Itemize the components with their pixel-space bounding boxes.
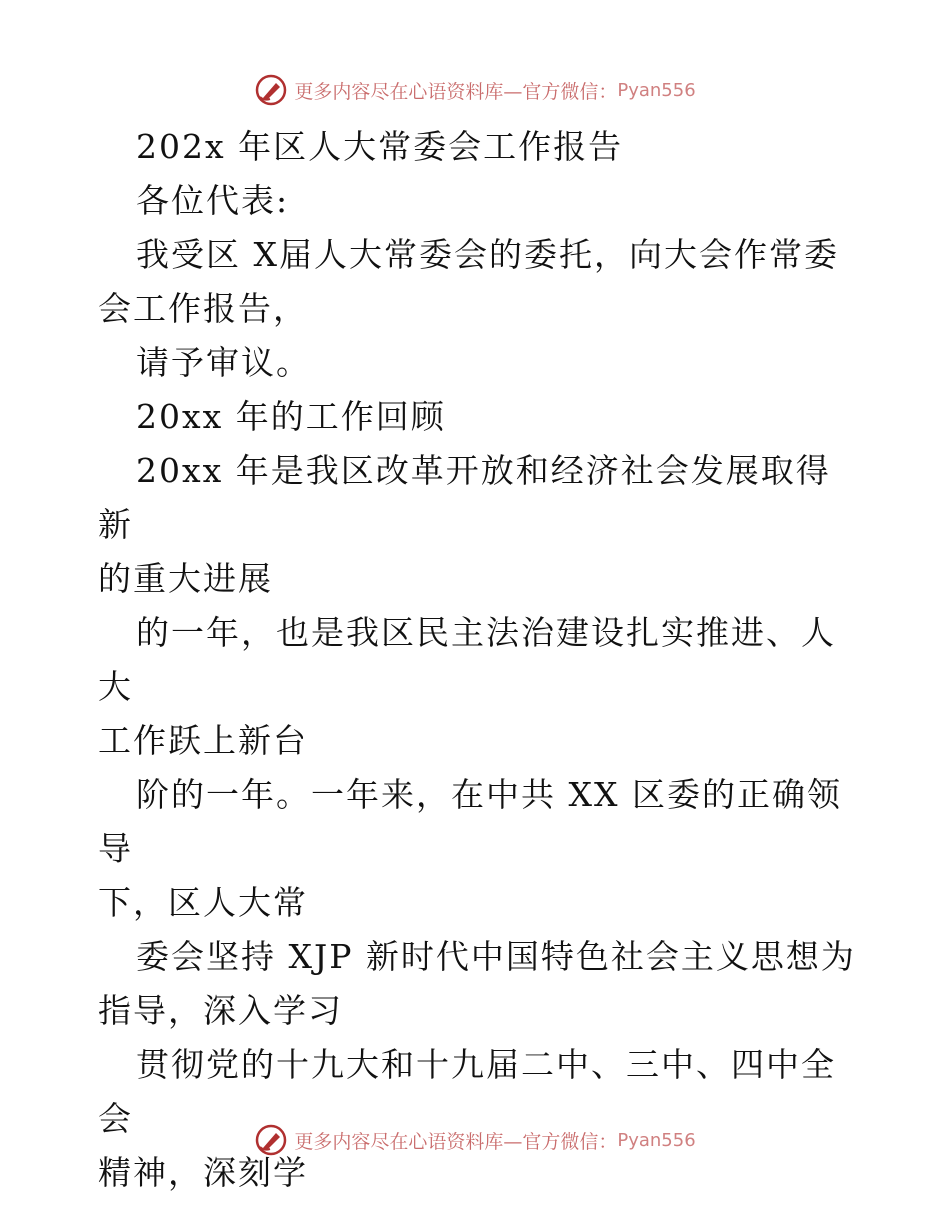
paragraph-line: 202x 年区人大常委会工作报告 bbox=[136, 127, 624, 166]
paragraph-line-continued: 下，区人大常 bbox=[98, 883, 308, 922]
paragraph-line: 委会坚持 XJP 新时代中国特色社会主义思想为 bbox=[136, 937, 856, 976]
paragraph-line-continued: 的重大进展 bbox=[98, 559, 273, 598]
pen-nib-logo-icon bbox=[254, 1123, 288, 1157]
paragraph-line: 各位代表: bbox=[136, 181, 290, 220]
paragraph-line-continued: 精神，深刻学 bbox=[98, 1153, 308, 1192]
paragraph bbox=[98, 606, 858, 768]
paragraph-line: 的一年，也是我区民主法治建设扎实推进、人大 bbox=[98, 613, 836, 706]
paragraph-line: 20xx 年是我区改革开放和经济社会发展取得新 bbox=[98, 451, 831, 544]
paragraph bbox=[98, 768, 858, 930]
paragraph-line: 我受区 X届人大常委会的委托，向大会作常委 bbox=[136, 235, 839, 274]
paragraph bbox=[98, 336, 858, 390]
banner-text: 更多内容尽在心语资料库—官方微信： bbox=[294, 1130, 618, 1153]
banner-text: 更多内容尽在心语资料库—官方微信： bbox=[294, 80, 618, 103]
paragraph-title bbox=[98, 120, 858, 174]
paragraph-line-continued: 会工作报告， bbox=[98, 289, 308, 328]
paragraph bbox=[98, 444, 858, 606]
paragraph-line: 请予审议。 bbox=[136, 343, 311, 382]
paragraph bbox=[98, 1038, 858, 1200]
pen-nib-logo-icon bbox=[254, 73, 288, 107]
paragraph-line: 贯彻党的十九大和十九届二中、三中、四中全会 bbox=[98, 1045, 836, 1138]
paragraph-line: 20xx 年的工作回顾 bbox=[136, 397, 446, 436]
paragraph bbox=[98, 228, 858, 336]
section-heading bbox=[98, 390, 858, 444]
paragraph-salutation bbox=[98, 174, 858, 228]
paragraph-line-continued: 指导，深入学习 bbox=[98, 991, 343, 1030]
paragraph bbox=[98, 930, 858, 1038]
paragraph-line-continued: 工作跃上新台 bbox=[98, 721, 308, 760]
wechat-id: Pyan556 bbox=[617, 1129, 696, 1151]
paragraph-line: 阶的一年。一年来，在中共 XX 区委的正确领导 bbox=[98, 775, 842, 868]
document-body bbox=[98, 120, 858, 1200]
header-watermark-banner bbox=[0, 70, 950, 110]
footer-watermark-banner bbox=[0, 1120, 950, 1160]
wechat-id: Pyan556 bbox=[617, 79, 696, 101]
